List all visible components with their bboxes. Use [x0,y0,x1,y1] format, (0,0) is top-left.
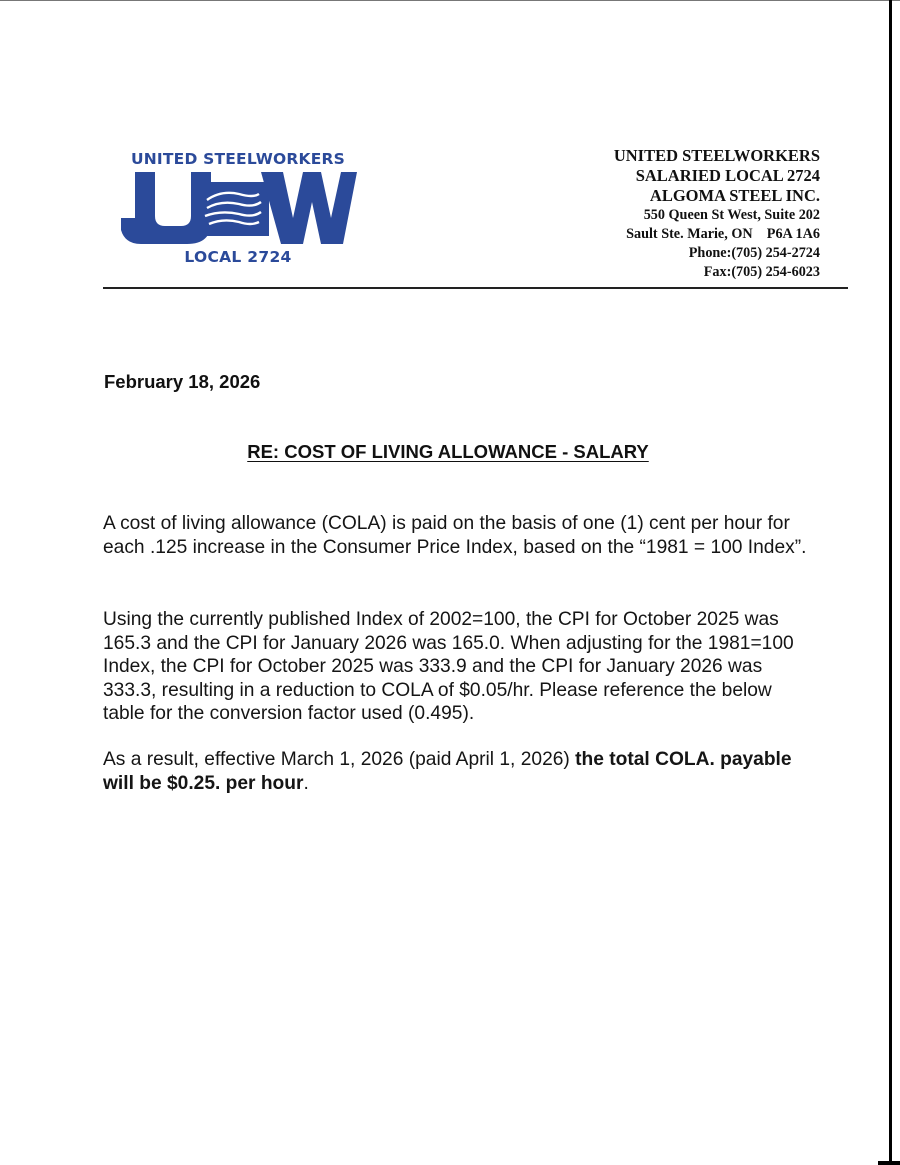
usw-logo-icon [121,172,357,244]
result-amount: the total COLA. payable will be $0.25. per hour [103,749,792,794]
address-block [614,146,820,282]
address-local: SALARIED LOCAL 2724 [635,166,820,185]
paragraph-result [103,748,813,795]
address-company: ALGOMA STEEL INC. [649,186,820,205]
result-intro: As a result, effective March 1, 2026 (paid April 1, 2026) [103,749,576,770]
subject-text: RE: COST OF LIVING ALLOWANCE - SALARY [247,441,649,462]
subject-line [0,441,900,463]
result-end: . [303,772,309,794]
scan-edge-right [889,0,892,1165]
scan-edge-top [0,0,900,1]
logo-top-text: UNITED STEELWORKERS [130,150,346,168]
address-org: UNITED STEELWORKERS [613,146,820,165]
address-street: 550 Queen St West, Suite 202 [643,207,820,223]
address-city: Sault Ste. Marie, ON P6A 1A6 [626,226,820,242]
scan-edge-corner [878,1161,900,1165]
paragraph-cola-basis: A cost of living allowance (COLA) is paid on the basis of one (1) cent per hour for each .125 increase in the Consumer Price Index, based on the “1981 = 100 Index”. [103,513,807,558]
usw-logo [118,148,358,270]
paragraph-cpi-details: Using the currently published Index of 2002=100, the CPI for October 2025 was 165.3 and the CPI for January 2026 was 165.0. When adjusting for the 1981=100 Index, the CPI for October 2025 was 333.9 and the CPI for January 2026 was 333.3, resulting in a reduction to COLA of $0.05/hr. Please reference the below table for the conversion factor used (0.495). [103,609,794,724]
logo-bottom-text: LOCAL 2724 [184,248,292,266]
address-phone: Phone:(705) 254-2724 [688,245,820,261]
address-fax: Fax:(705) 254-6023 [703,264,820,280]
header-divider [103,287,848,289]
letter-date: February 18, 2026 [104,371,261,392]
